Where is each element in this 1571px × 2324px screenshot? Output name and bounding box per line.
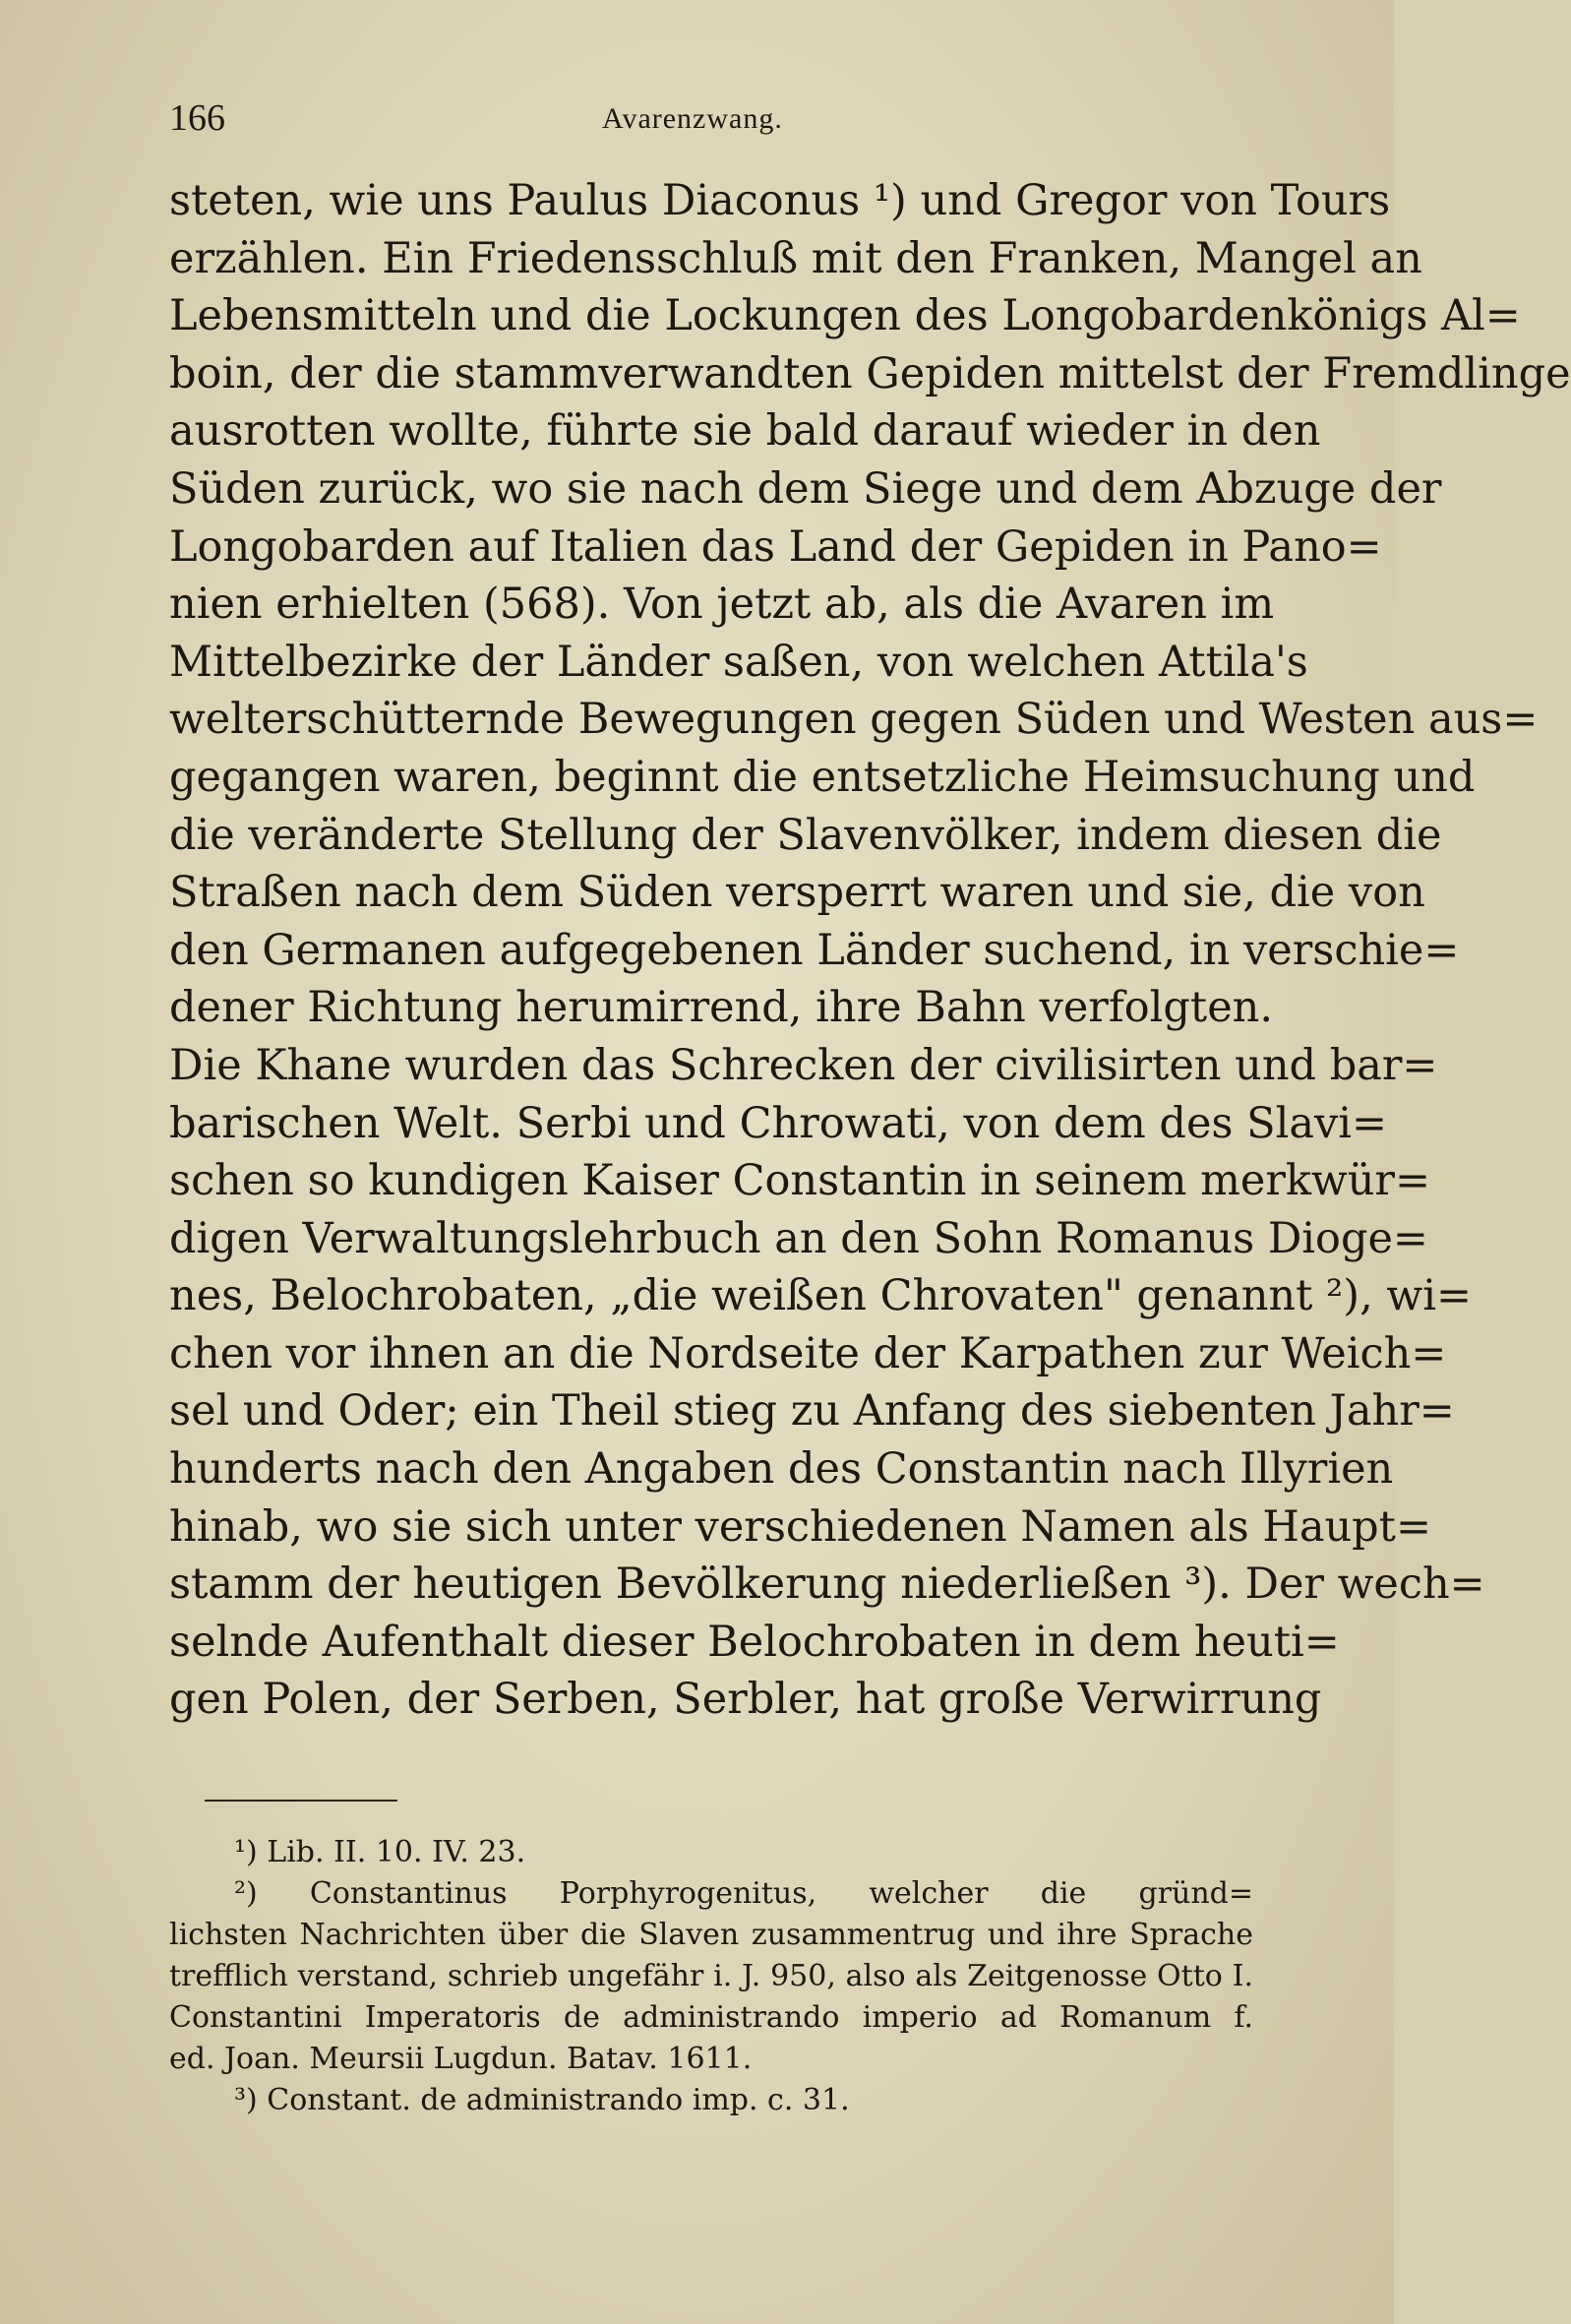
footnote-divider <box>205 1800 397 1802</box>
running-head: Avarenzwang. <box>602 102 783 135</box>
footnote-2-line: ed. Joan. Meursii Lugdun. Batav. 1611. <box>169 2042 753 2076</box>
text-line: schen so kundigen Kaiser Constantin in seinem merkwür= <box>169 1156 1431 1206</box>
text-line: Longobarden auf Italien das Land der Gepiden in Pano= <box>169 521 1382 572</box>
text-line: sel und Oder; ein Theil stieg zu Anfang des siebenten Jahr= <box>169 1386 1455 1437</box>
footnotes <box>169 1832 1253 2121</box>
text-line: stamm der heutigen Bevölkerung niederließen ³). Der wech= <box>169 1560 1485 1610</box>
page-number: 166 <box>169 97 225 139</box>
footnote-2-line: lichsten Nachrichten über die Slaven zusammentrug und ihre Sprache <box>169 1918 1253 1952</box>
text-line: gen Polen, der Serben, Serbler, hat große Verwirrung <box>169 1675 1322 1725</box>
text-line: die veränderte Stellung der Slavenvölker, indem diesen die <box>169 810 1442 860</box>
text-line: steten, wie uns Paulus Diaconus ¹) und Gregor von Tours <box>169 176 1391 225</box>
text-line: ausrotten wollte, führte sie bald darauf wieder in den <box>169 406 1321 457</box>
text-line: Süden zurück, wo sie nach dem Siege und dem Abzuge der <box>169 463 1442 514</box>
text-line: Die Khane wurden das Schrecken der civilisirten und bar= <box>169 1040 1438 1090</box>
text-line: boin, der die stammverwandten Gepiden mittelst der Fremdlinge <box>169 348 1571 398</box>
text-line: Lebensmitteln und die Lockungen des Longobardenkönigs Al= <box>169 291 1521 341</box>
text-line: barischen Welt. Serbi und Chrowati, von dem des Slavi= <box>169 1098 1388 1148</box>
footnote-2-line: ²) Constantinus Porphyrogenitus, welcher die gründ= <box>234 1876 1253 1911</box>
text-line: welterschütternde Bewegungen gegen Süden und Westen aus= <box>169 695 1539 745</box>
text-line: Straßen nach dem Süden versperrt waren und sie, die von <box>169 868 1425 918</box>
text-line: Mittelbezirke der Länder saßen, von welchen Attila's <box>169 637 1308 687</box>
text-line: selnde Aufenthalt dieser Belochrobaten in dem heuti= <box>169 1617 1340 1667</box>
body-text <box>169 172 1571 1729</box>
page-header <box>169 96 1251 155</box>
text-line: nien erhielten (568). Von jetzt ab, als die Avaren im <box>169 580 1275 630</box>
text-line: chen vor ihnen an die Nordseite der Karpathen zur Weich= <box>169 1328 1447 1378</box>
footnote-3: ³) Constant. de administrando imp. c. 31. <box>234 2083 850 2117</box>
text-line: hunderts nach den Angaben des Constantin nach Illyrien <box>169 1444 1394 1495</box>
text-line: den Germanen aufgegebenen Länder suchend, in verschie= <box>169 925 1460 975</box>
text-line: gegangen waren, beginnt die entsetzliche Heimsuchung und <box>169 752 1476 802</box>
text-line: erzählen. Ein Friedensschluß mit den Franken, Mangel an <box>169 233 1422 283</box>
text-line: nes, Belochrobaten, „die weißen Chrovaten" genannt ²), wi= <box>169 1271 1472 1321</box>
text-line: digen Verwaltungslehrbuch an den Sohn Romanus Dioge= <box>169 1213 1428 1263</box>
text-line: dener Richtung herumirrend, ihre Bahn verfolgten. <box>169 983 1274 1033</box>
footnote-2-line: trefflich verstand, schrieb ungefähr i. J. 950, also als Zeitgenosse Otto I. <box>169 1959 1253 1993</box>
footnote-1: ¹) Lib. II. 10. IV. 23. <box>234 1835 526 1869</box>
footnote-2-line: Constantini Imperatoris de administrando imperio ad Romanum f. <box>169 2000 1253 2035</box>
text-line: hinab, wo sie sich unter verschiedenen Namen als Haupt= <box>169 1501 1431 1552</box>
